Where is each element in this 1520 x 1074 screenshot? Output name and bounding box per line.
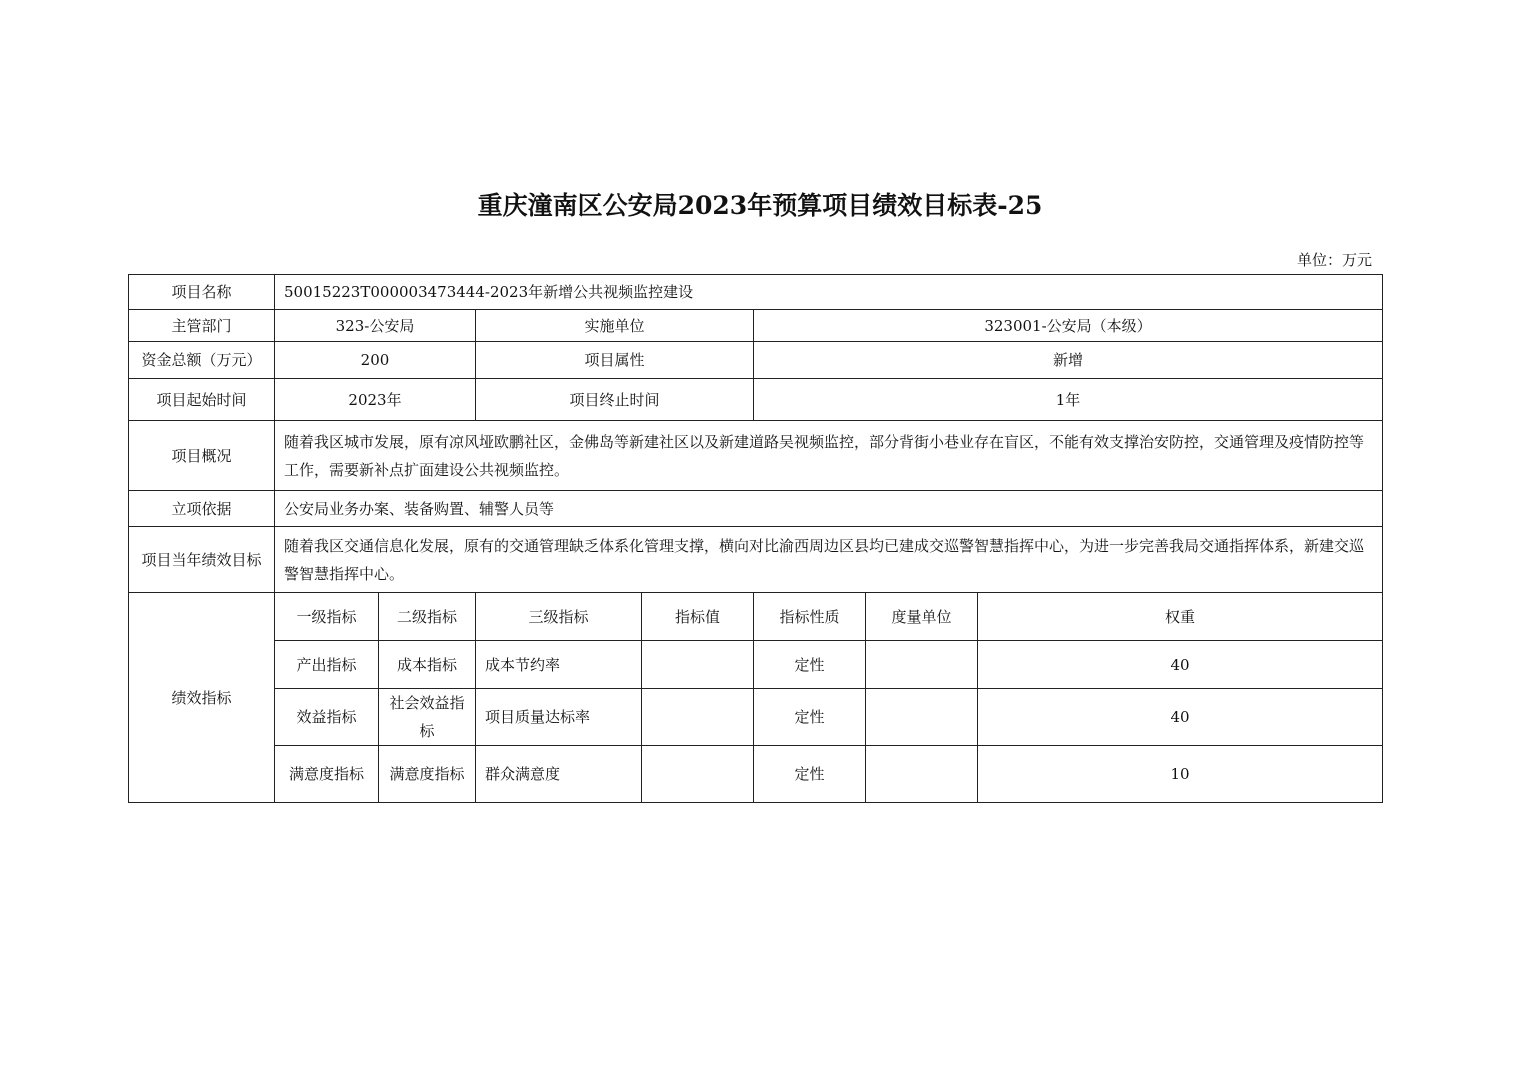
department-label: 主管部门: [129, 310, 275, 342]
indicator-unit: [866, 689, 978, 746]
indicator-level1: 满意度指标: [275, 746, 379, 803]
indicator-nature: 定性: [754, 746, 866, 803]
indicator-level1: 效益指标: [275, 689, 379, 746]
row-period: [129, 379, 1383, 421]
header-level1: 一级指标: [275, 593, 379, 641]
header-weight: 权重: [978, 593, 1383, 641]
indicator-row: [129, 746, 1383, 803]
indicator-header-row: [129, 593, 1383, 641]
annual-goal-label: 项目当年绩效目标: [129, 527, 275, 593]
project-name-value: 50015223T000003473444-2023年新增公共视频监控建设: [275, 275, 1383, 310]
end-time-value: 1年: [754, 379, 1383, 421]
indicator-level2: 社会效益指标: [379, 689, 476, 746]
row-funds: [129, 342, 1383, 379]
indicator-unit: [866, 746, 978, 803]
project-attr-value: 新增: [754, 342, 1383, 379]
header-nature: 指标性质: [754, 593, 866, 641]
impl-unit-label: 实施单位: [476, 310, 754, 342]
row-basis: [129, 491, 1383, 527]
indicator-nature: 定性: [754, 641, 866, 689]
header-level2: 二级指标: [379, 593, 476, 641]
performance-table: [128, 274, 1383, 803]
indicators-label: 绩效指标: [129, 593, 275, 803]
annual-goal-text: 随着我区交通信息化发展，原有的交通管理缺乏体系化管理支撑，横向对比渝西周边区县均已建成交巡警智慧指挥中心，为进一步完善我局交通指挥体系，新建交巡警智慧指挥中心。: [275, 527, 1383, 593]
funds-label: 资金总额（万元）: [129, 342, 275, 379]
department-value: 323-公安局: [275, 310, 476, 342]
start-time-label: 项目起始时间: [129, 379, 275, 421]
indicator-row: [129, 641, 1383, 689]
indicator-level1: 产出指标: [275, 641, 379, 689]
basis-label: 立项依据: [129, 491, 275, 527]
impl-unit-value: 323001-公安局（本级）: [754, 310, 1383, 342]
unit-label: 单位：万元: [1296, 251, 1372, 269]
indicator-value: [642, 689, 754, 746]
end-time-label: 项目终止时间: [476, 379, 754, 421]
basis-text: 公安局业务办案、装备购置、辅警人员等: [275, 491, 1383, 527]
indicator-weight: 40: [978, 641, 1383, 689]
funds-value: 200: [275, 342, 476, 379]
indicator-level2: 成本指标: [379, 641, 476, 689]
indicator-value: [642, 746, 754, 803]
row-department: [129, 310, 1383, 342]
indicator-unit: [866, 641, 978, 689]
indicator-row: [129, 689, 1383, 746]
overview-text: 随着我区城市发展，原有凉风垭欧鹏社区，金佛岛等新建社区以及新建道路吴视频监控，部分背街小巷业存在盲区，不能有效支撑治安防控，交通管理及疫情防控等工作，需要新补点扩面建设公共视频监控。: [275, 421, 1383, 491]
header-level3: 三级指标: [476, 593, 642, 641]
indicator-value: [642, 641, 754, 689]
project-attr-label: 项目属性: [476, 342, 754, 379]
indicator-weight: 10: [978, 746, 1383, 803]
indicator-level3: 项目质量达标率: [476, 689, 642, 746]
header-value: 指标值: [642, 593, 754, 641]
row-overview: [129, 421, 1383, 491]
start-time-value: 2023年: [275, 379, 476, 421]
indicator-nature: 定性: [754, 689, 866, 746]
row-annual-goal: [129, 527, 1383, 593]
indicator-level2: 满意度指标: [379, 746, 476, 803]
header-unit: 度量单位: [866, 593, 978, 641]
row-project-name: [129, 275, 1383, 310]
indicator-weight: 40: [978, 689, 1383, 746]
indicator-level3: 群众满意度: [476, 746, 642, 803]
overview-label: 项目概况: [129, 421, 275, 491]
project-name-label: 项目名称: [129, 275, 275, 310]
indicator-level3: 成本节约率: [476, 641, 642, 689]
page-title: 重庆潼南区公安局2023年预算项目绩效目标表-25: [477, 191, 1043, 220]
